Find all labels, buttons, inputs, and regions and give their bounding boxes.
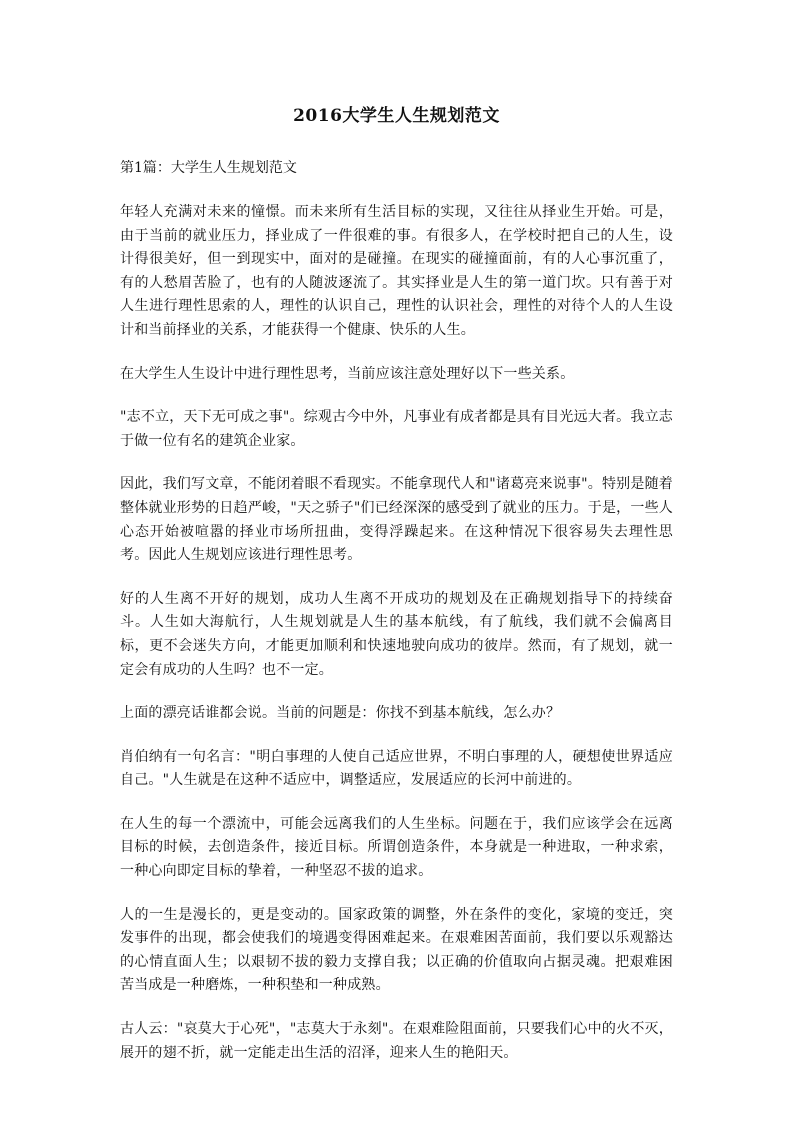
paragraph: 好的人生离不开好的规划，成功人生离不开成功的规划及在正确规划指导下的持续奋斗。人生如大海航行，人生规划就是人生的基本航线，有了航线，我们就不会偏离目标，更不会迷失方向，才能更加顺利和快速地驶向成功的彼岸。然而，有了规划，就一定会有成功的人生吗？也不一定。 [120, 590, 673, 678]
chapter-heading: 第1篇：大学生人生规划范文 [120, 160, 297, 176]
paragraph: 古人云："哀莫大于心死"，"志莫大于永刻"。在艰难险阻面前，只要我们心中的火不灭，展开的翅不折，就一定能走出生活的沼泽，迎来人生的艳阳天。 [120, 1021, 673, 1061]
document-body [120, 156, 673, 1085]
paragraph: 因此，我们写文章，不能闭着眼不看现实。不能拿现代人和"诸葛亮来说事"。特别是随着整体就业形势的日趋严峻，"天之骄子"们已经深深的感受到了就业的压力。于是，一些人心态开始被喧嚣的择业市场所扭曲，变得浮躁起来。在这种情况下很容易失去理性思考。因此人生规划应该进行理性思考。 [120, 476, 673, 564]
paragraph: 在大学生人生设计中进行理性思考，当前应该注意处理好以下一些关系。 [120, 365, 575, 382]
paragraph: 肖伯纳有一句名言："明白事理的人使自己适应世界，不明白事理的人，硬想使世界适应自己。"人生就是在这种不适应中，调整适应，发展适应的长河中前进的。 [120, 748, 673, 789]
paragraph: "志不立，天下无可成之事"。综观古今中外，凡事业有成者都是具有目光远大者。我立志于做一位有名的建筑企业家。 [120, 409, 673, 449]
paragraph: 人的一生是漫长的，更是变动的。国家政策的调整，外在条件的变化，家境的变迁，突发事件的出现，都会使我们的境遇变得困难起来。在艰难困苦面前，我们要以乐观豁达的心情直面人生；以艰韧不拔的毅力支撑自我；以正确的价值取向占据灵魂。把艰难困苦当成是一种磨炼，一种积垫和一种成熟。 [120, 906, 673, 994]
paragraph: 年轻人充满对未来的憧憬。而未来所有生活目标的实现，又往往从择业生开始。可是，由于当前的就业压力，择业成了一件很难的事。有很多人，在学校时把自己的人生，设计得很美好，但一到现实中，面对的是碰撞。在现实的碰撞面前，有的人心事沉重了，有的人愁眉苦脸了，也有的人随波逐流了。其实择业是人生的第一道门坎。只有善于对人生进行理性思索的人，理性的认识自己，理性的认识社会，理性的对待个人的人生设计和当前择业的关系，才能获得一个健康、快乐的人生。 [120, 204, 673, 338]
paragraph: 上面的漂亮话谁都会说。当前的问题是：你找不到基本航线，怎么办？ [120, 705, 561, 722]
paragraph: 在人生的每一个漂流中，可能会远离我们的人生坐标。问题在于，我们应该学会在远离目标的时候，去创造条件，接近目标。所谓创造条件，本身就是一种进取，一种求索，一种心向即定目标的挚着，一种坚忍不拔的追求。 [120, 815, 673, 880]
document-title: 2016大学生人生规划范文 [293, 106, 500, 126]
